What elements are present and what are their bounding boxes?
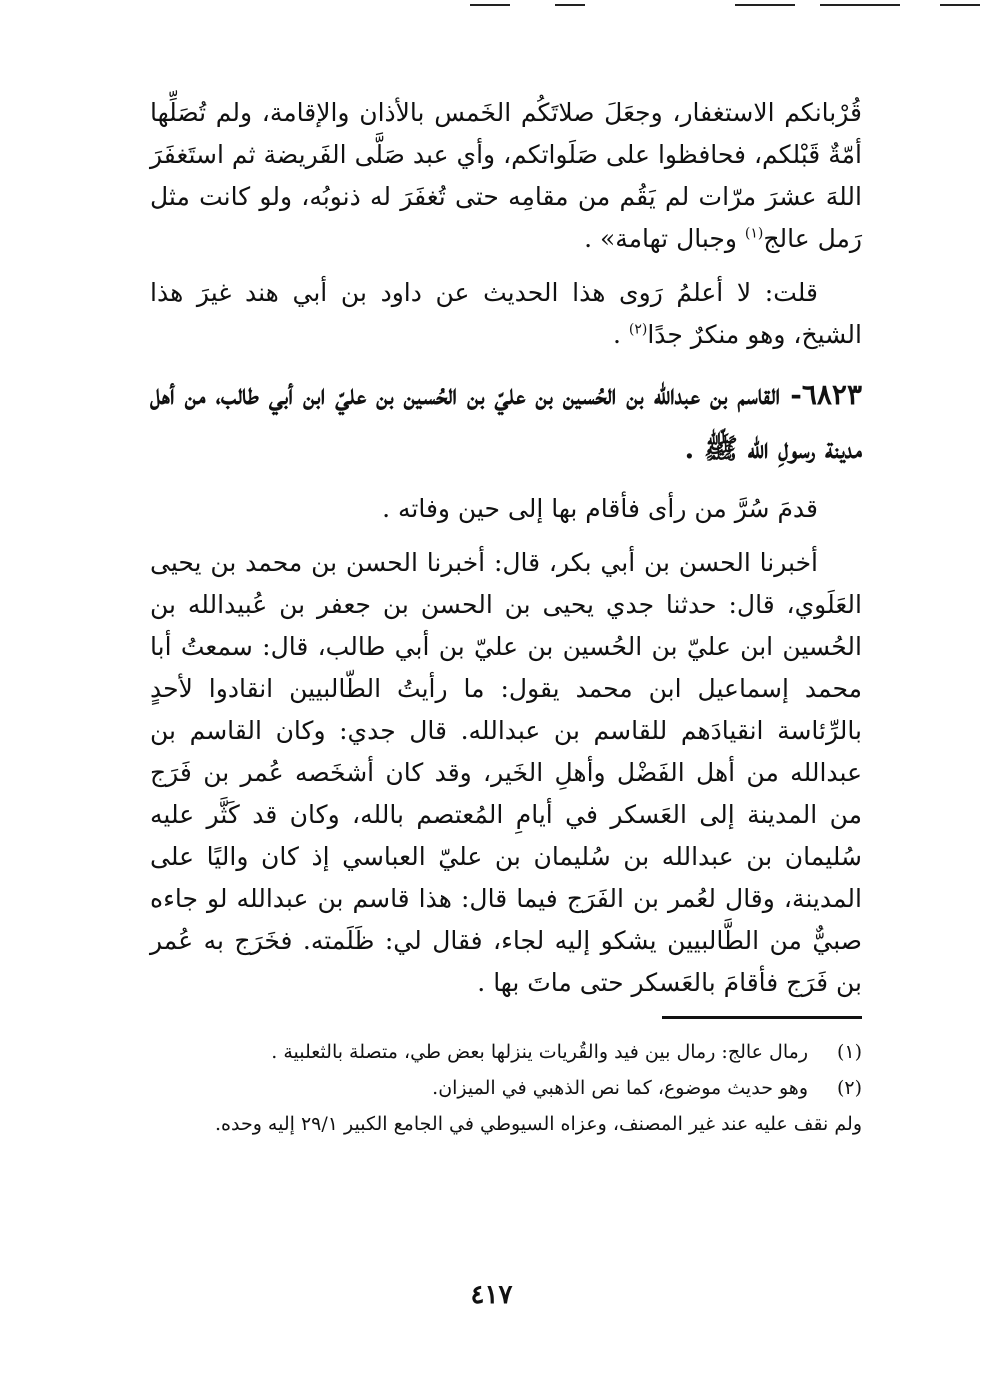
footnote-marker-1[interactable]: (١) <box>744 225 764 242</box>
footnotes <box>150 1035 862 1141</box>
page-content <box>150 92 862 1143</box>
footnote-2-continuation <box>150 1107 862 1141</box>
footnote-number: (٢) <box>836 1077 862 1099</box>
footnote-2 <box>150 1071 862 1105</box>
paragraph-hadith-end: قُرْبانكم الاستغفار، وجعَلَ صلاتَكُم الخَمس بالأذان والإقامة، ولم تُصَلِّها أمّةٌ قَبْلكم، فحافظوا على صَلَواتكم، وأي عبد صَلَّى الفَريضة ثم استَغفَرَ اللهَ عشرَ مرّات لم يَقُم من مقامِه حتى تُغفَرَ له ذنوبُه، ولو كانت مثل رَمل عالج$^{(١)}$ وجبال تهامة» . <box>150 98 862 253</box>
footnote-1 <box>150 1035 862 1069</box>
page-number: ٤١٧ <box>470 1280 513 1310</box>
footnote-number: (١) <box>836 1041 862 1063</box>
paragraph-author-comment: قلت: لا أعلمُ رَوى هذا الحديث عن داود بن أبي هند غيرَ هذا الشيخ، وهو منكرٌ جدًا$^{(٢)}$ . <box>150 278 862 349</box>
paragraph-biography-narration: أخبرنا الحسن بن أبي بكر، قال: أخبرنا الحسن بن محمد بن يحيى العَلَوي، قال: حدثنا جدي يحيى بن الحسن بن جعفر بن عُبيدالله بن الحُسين ابن عليّ بن الحُسين بن عليّ بن أبي طالب، قال: سمعتُ أبا محمد إسماعيل ابن محمد يقول: ما رأيتُ الطّالبيين انقادوا لأحدٍ بالرِّئاسة انقيادَهم للقاسم بن عبدالله. قال جدي: وكان القاسم بن عبدالله من أهل الفَضْل وأهلِ الخَير، وقد كان أشخَصه عُمر بن فَرَج من المدينة إلى العَسكر في أيامِ المُعتصم بالله، وكان قد كَثَّر عليه سُليمان بن عبدالله بن سُليمان بن عليّ العباسي إذ كان واليًا على المدينة، وقال لعُمر بن الفَرَج فيما قال: هذا قاسم بن عبدالله لو جاءه صبيٌّ من الطَّالبيين يشكو إليه لجاء، فقال لي: ظَلَمته. فخَرَج به عُمر بن فَرَج فأقامَ بالعَسكر حتى ماتَ بها . <box>150 548 862 997</box>
footnote-text: وهو حديث موضوع، كما نص الذهبي في الميزان. <box>432 1077 808 1099</box>
footnote-text: ولم نقف عليه عند غير المصنف، وعزاه السيوطي في الجامع الكبير ٢٩/١ إليه وحده. <box>214 1113 862 1135</box>
footnote-text: رمال عالج: رمال بين فيد والقُريات ينزلها بعض طي، متصلة بالثعلبية . <box>271 1041 808 1063</box>
paragraph-biography-intro: قدمَ سُرَّ من رأى فأقام بها إلى حين وفاته . <box>382 494 818 523</box>
top-edge-marks <box>0 4 983 10</box>
footnote-marker-2[interactable]: (٢) <box>628 321 648 338</box>
entry-heading: ٦٨٢٣- القاسم بن عبدالله بن الحُسين بن عليّ بن الحُسين بن عليّ ابن أبي طالب، من أهل مدينة رسولِ الله ﷺ . <box>150 378 862 465</box>
footnote-separator <box>662 1016 862 1019</box>
